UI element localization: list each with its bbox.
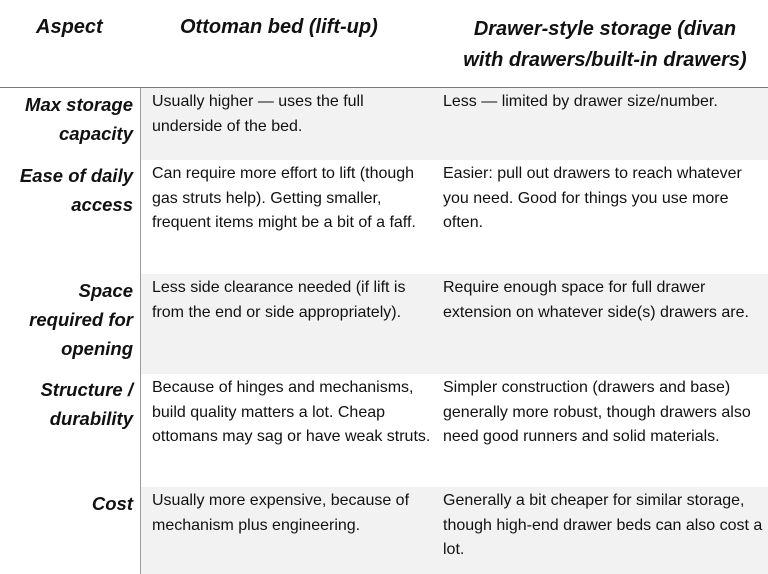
ottoman-cell: Usually higher — uses the full underside of the bed.: [152, 93, 364, 135]
table-row: [0, 374, 768, 487]
aspect-line: access: [71, 194, 133, 215]
drawer-cell: Require enough space for full drawer extension on whatever side(s) drawers are.: [443, 279, 749, 321]
drawer-cell: Easier: pull out drawers to reach whatever you need. Good for things you use more often.: [443, 165, 742, 232]
header-drawer-line-1: Drawer-style storage (divan: [473, 18, 737, 40]
ottoman-cell: Because of hinges and mechanisms, build quality matters a lot. Cheap ottomans may sag or have weak struts.: [152, 379, 431, 446]
table-row: [0, 274, 768, 374]
drawer-cell: Generally a bit cheaper for similar storage, though high-end drawer beds can also cost a lot.: [443, 492, 763, 559]
row-aspect: [0, 276, 133, 363]
aspect-line: Cost: [91, 493, 133, 514]
aspect-line: Ease of daily: [19, 165, 133, 186]
aspect-line: Structure /: [40, 379, 133, 400]
row-aspect: [0, 90, 133, 148]
table-row: [0, 487, 768, 574]
header-aspect: Aspect: [36, 16, 103, 38]
aspect-line: Max storage: [25, 94, 133, 115]
table-row: [0, 160, 768, 274]
column-divider: [140, 88, 141, 574]
ottoman-cell: Less side clearance needed (if lift is from the end or side appropriately).: [152, 279, 406, 321]
aspect-line: capacity: [58, 123, 133, 144]
table-header: [0, 0, 768, 88]
row-aspect: [0, 375, 133, 433]
table-row: [0, 88, 768, 160]
header-drawer-line-2: with drawers/built-in drawers): [463, 49, 747, 71]
row-aspect: [0, 161, 133, 219]
row-aspect: [0, 489, 133, 518]
aspect-line: opening: [61, 338, 133, 359]
aspect-line: required for: [29, 309, 133, 330]
header-drawer-storage: [442, 14, 768, 76]
ottoman-cell: Can require more effort to lift (though gas struts help). Getting smaller, frequent items might be a bit of a faff.: [152, 165, 416, 232]
drawer-cell: Simpler construction (drawers and base) generally more robust, though drawers also need good runners and solid materials.: [443, 379, 751, 446]
aspect-line: durability: [49, 408, 133, 429]
aspect-line: Space: [78, 280, 133, 301]
header-ottoman-bed: Ottoman bed (lift-up): [180, 16, 378, 38]
drawer-cell: Less — limited by drawer size/number.: [443, 93, 718, 110]
ottoman-cell: Usually more expensive, because of mechanism plus engineering.: [152, 492, 410, 534]
